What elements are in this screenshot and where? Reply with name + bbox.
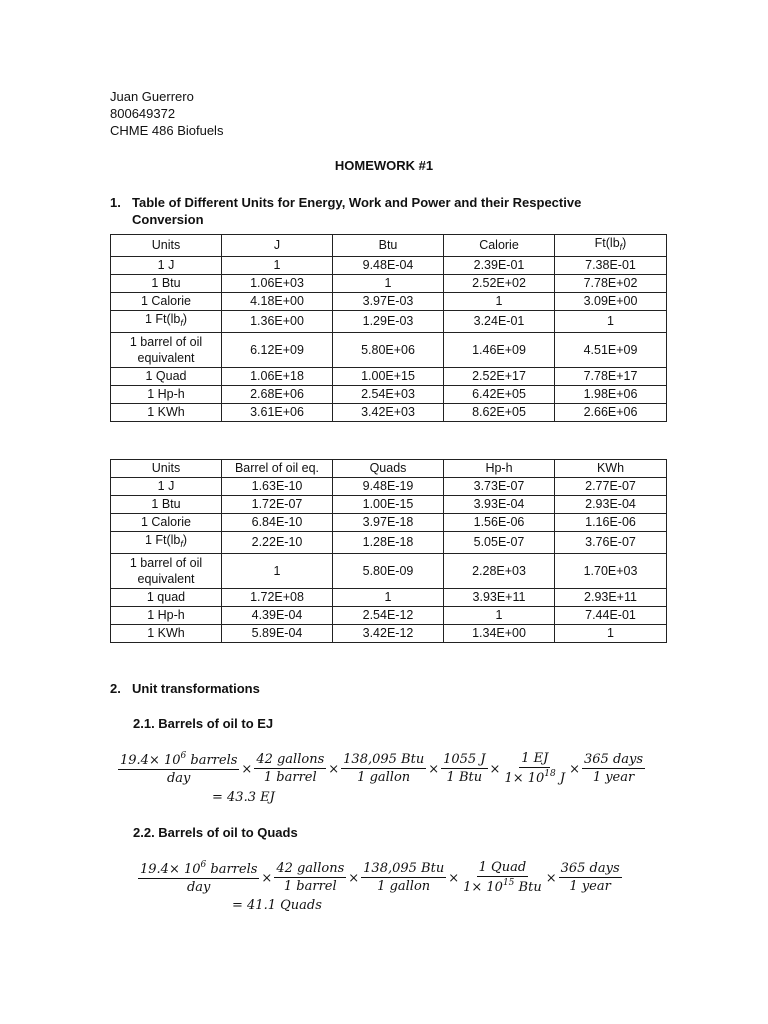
row-label: 1 $Ft(lb_f)$: [111, 532, 222, 554]
table-cell: 3.09E+00: [555, 293, 667, 311]
table-row: [111, 386, 667, 404]
section-2-heading: [110, 680, 260, 697]
homework-title: HOMEWORK #1: [334, 158, 434, 173]
table-cell: 3.42E+03: [333, 404, 444, 422]
table-cell: 2.54E-12: [333, 607, 444, 625]
fraction-denominator: day: [166, 771, 191, 786]
table-cell: 1.36E+00: [222, 311, 333, 333]
table-cell: 1: [222, 257, 333, 275]
row-label: 1 Calorie: [111, 514, 222, 532]
table-cell: 2.66E+06: [555, 404, 667, 422]
fraction: [441, 752, 487, 785]
fraction-numerator: $19.4\times 10^6$ barrels: [140, 860, 258, 877]
table-header-row: [111, 460, 667, 478]
multiply-sign: ×: [569, 762, 580, 777]
author-name: Juan Guerrero: [110, 89, 194, 104]
table-cell: 1: [555, 311, 667, 333]
table-cell: 5.89E-04: [222, 625, 333, 643]
row-label: 1 J: [111, 478, 222, 496]
row-label: 1 barrel of oil equivalent: [111, 554, 222, 589]
multiply-sign: ×: [348, 871, 360, 886]
table-cell: 1.72E-07: [222, 496, 333, 514]
multiply-sign: ×: [241, 762, 253, 777]
table-cell: 6.42E+05: [444, 386, 555, 404]
table-cell: 5.05E-07: [444, 532, 555, 554]
table-cell: 2.22E-10: [222, 532, 333, 554]
table-cell: 4.51E+09: [555, 333, 667, 368]
fraction-numerator: 365 days: [584, 752, 644, 767]
table-cell: 7.44E-01: [555, 607, 667, 625]
table-cell: 2.54E+03: [333, 386, 444, 404]
section-2-number: 2.: [110, 681, 121, 696]
row-label: 1 quad: [111, 589, 222, 607]
fraction: [254, 752, 326, 785]
table-cell: 3.97E-03: [333, 293, 444, 311]
row-label: 1 Btu: [111, 496, 222, 514]
conversion-table-1: [110, 234, 667, 422]
fraction: [502, 751, 567, 786]
fraction-denominator: 1 Btu: [446, 770, 483, 785]
table-cell: 3.73E-07: [444, 478, 555, 496]
fraction-denominator: day: [186, 880, 211, 895]
table-cell: 1.63E-10: [222, 478, 333, 496]
table-cell: 1.00E-15: [333, 496, 444, 514]
multiply-sign: ×: [328, 762, 340, 777]
equation-2-2-result: = 41.1 Quads: [232, 898, 322, 913]
fraction-numerator: 42 gallons: [276, 861, 345, 876]
fraction: [274, 861, 346, 894]
fraction-numerator: $19.4\times 10^6$ barrels: [120, 751, 238, 768]
table-cell: 5.80E-09: [333, 554, 444, 589]
row-label: 1 Hp-h: [111, 607, 222, 625]
table-cell: 1.00E+15: [333, 368, 444, 386]
fraction-numerator: 42 gallons: [256, 752, 325, 767]
row-label: 1 KWh: [111, 404, 222, 422]
section-1-line1: Table of Different Units for Energy, Work and Power and their Respective: [132, 195, 582, 210]
table-cell: 9.48E-04: [333, 257, 444, 275]
column-header: Calorie: [444, 235, 555, 257]
table-cell: 1.28E-18: [333, 532, 444, 554]
table-cell: 8.62E+05: [444, 404, 555, 422]
table-header-row: [111, 235, 667, 257]
subsection-2-1-title: 2.1. Barrels of oil to EJ: [133, 716, 274, 731]
table-cell: 2.28E+03: [444, 554, 555, 589]
fraction: [361, 861, 446, 894]
table-cell: 3.42E-12: [333, 625, 444, 643]
equation-2-1: [118, 751, 645, 786]
row-label: 1 Quad: [111, 368, 222, 386]
table-cell: 4.39E-04: [222, 607, 333, 625]
table-cell: 1: [444, 293, 555, 311]
row-label: 1 Calorie: [111, 293, 222, 311]
column-header: Barrel of oil eq.: [222, 460, 333, 478]
table-cell: 2.77E-07: [555, 478, 667, 496]
table-row: [111, 625, 667, 643]
table-cell: 1.70E+03: [555, 554, 667, 589]
multiply-sign: ×: [545, 871, 557, 886]
column-header: Hp-h: [444, 460, 555, 478]
column-header: Units: [111, 235, 222, 257]
table-cell: 6.84E-10: [222, 514, 333, 532]
column-header: KWh: [555, 460, 667, 478]
equation-2-2: [138, 860, 622, 895]
table-cell: 1: [333, 589, 444, 607]
table-cell: 3.61E+06: [222, 404, 333, 422]
fraction-denominator: 1 barrel: [263, 770, 317, 785]
table-cell: 6.12E+09: [222, 333, 333, 368]
fraction: [582, 752, 645, 785]
fraction-denominator: 1 year: [592, 770, 635, 785]
equation-2-1-result: = 43.3 EJ: [212, 790, 275, 805]
table-cell: 9.48E-19: [333, 478, 444, 496]
table-row: [111, 554, 667, 589]
conversion-table-2: [110, 459, 667, 643]
fraction: [138, 860, 259, 895]
table-cell: 1.34E+00: [444, 625, 555, 643]
section-1-heading: [110, 194, 581, 228]
table-cell: 1.72E+08: [222, 589, 333, 607]
table-cell: 2.68E+06: [222, 386, 333, 404]
table-cell: 3.97E-18: [333, 514, 444, 532]
fraction-numerator: 138,095 Btu: [343, 752, 425, 767]
table-row: [111, 514, 667, 532]
fraction-denominator: $1\times 10^{15}$ Btu: [463, 878, 542, 895]
course-name: CHME 486 Biofuels: [110, 123, 224, 138]
table-row: [111, 496, 667, 514]
table-cell: 7.38E-01: [555, 257, 667, 275]
table-cell: 2.93E-04: [555, 496, 667, 514]
table-cell: 1: [555, 625, 667, 643]
fraction-denominator: 1 barrel: [283, 879, 337, 894]
table-row: [111, 311, 667, 333]
table-cell: 2.93E+11: [555, 589, 667, 607]
subsection-2-2-title: 2.2. Barrels of oil to Quads: [133, 825, 298, 840]
multiply-sign: ×: [428, 762, 440, 777]
table-cell: 1.06E+18: [222, 368, 333, 386]
multiply-sign: ×: [489, 762, 501, 777]
fraction-numerator: 1055 J: [443, 752, 486, 767]
row-label: 1 Hp-h: [111, 386, 222, 404]
multiply-sign: ×: [261, 871, 273, 886]
fraction-denominator: $1\times 10^{18}$ J: [504, 769, 566, 786]
fraction-denominator: 1 year: [569, 879, 611, 894]
table-cell: 5.80E+06: [333, 333, 444, 368]
table-row: [111, 607, 667, 625]
column-header: Btu: [333, 235, 444, 257]
table-cell: 1: [222, 554, 333, 589]
column-header: $Ft(lb_f)$: [555, 235, 667, 257]
table-row: [111, 478, 667, 496]
fraction-denominator: 1 gallon: [377, 879, 431, 894]
table-cell: 4.18E+00: [222, 293, 333, 311]
fraction: [559, 861, 622, 894]
column-header: Units: [111, 460, 222, 478]
row-label: 1 J: [111, 257, 222, 275]
table-row: [111, 404, 667, 422]
row-label: 1 Btu: [111, 275, 222, 293]
fraction-numerator: 1 EJ: [521, 751, 549, 766]
table-row: [111, 532, 667, 554]
table-cell: 3.76E-07: [555, 532, 667, 554]
table-cell: 7.78E+02: [555, 275, 667, 293]
row-label: 1 barrel of oil equivalent: [111, 333, 222, 368]
table-cell: 3.24E-01: [444, 311, 555, 333]
table-cell: 2.39E-01: [444, 257, 555, 275]
row-label: 1 KWh: [111, 625, 222, 643]
column-header: Quads: [333, 460, 444, 478]
table-cell: 1: [444, 607, 555, 625]
fraction-numerator: 138,095 Btu: [363, 861, 445, 876]
row-label: 1 $Ft(lb_f)$: [111, 311, 222, 333]
section-1-number: 1.: [110, 195, 121, 210]
fraction-numerator: 365 days: [560, 861, 620, 876]
table-cell: 1.56E-06: [444, 514, 555, 532]
table-row: [111, 333, 667, 368]
table-row: [111, 589, 667, 607]
column-header: J: [222, 235, 333, 257]
student-id: 800649372: [110, 106, 176, 121]
table-cell: 3.93E+11: [444, 589, 555, 607]
table-cell: 3.93E-04: [444, 496, 555, 514]
table-row: [111, 368, 667, 386]
section-1-line2: Conversion: [132, 212, 204, 227]
table-cell: 1: [333, 275, 444, 293]
table-row: [111, 257, 667, 275]
fraction-denominator: 1 gallon: [357, 770, 411, 785]
table-cell: 1.46E+09: [444, 333, 555, 368]
fraction: [461, 860, 544, 895]
table-cell: 1.06E+03: [222, 275, 333, 293]
table-cell: 7.78E+17: [555, 368, 667, 386]
section-2-title: Unit transformations: [132, 681, 260, 696]
table-cell: 1.29E-03: [333, 311, 444, 333]
table-cell: 1.16E-06: [555, 514, 667, 532]
table-cell: 1.98E+06: [555, 386, 667, 404]
fraction-numerator: 1 Quad: [478, 860, 527, 875]
fraction: [118, 751, 239, 786]
table-row: [111, 293, 667, 311]
multiply-sign: ×: [448, 871, 460, 886]
fraction: [341, 752, 426, 785]
table-cell: 2.52E+17: [444, 368, 555, 386]
table-row: [111, 275, 667, 293]
table-cell: 2.52E+02: [444, 275, 555, 293]
